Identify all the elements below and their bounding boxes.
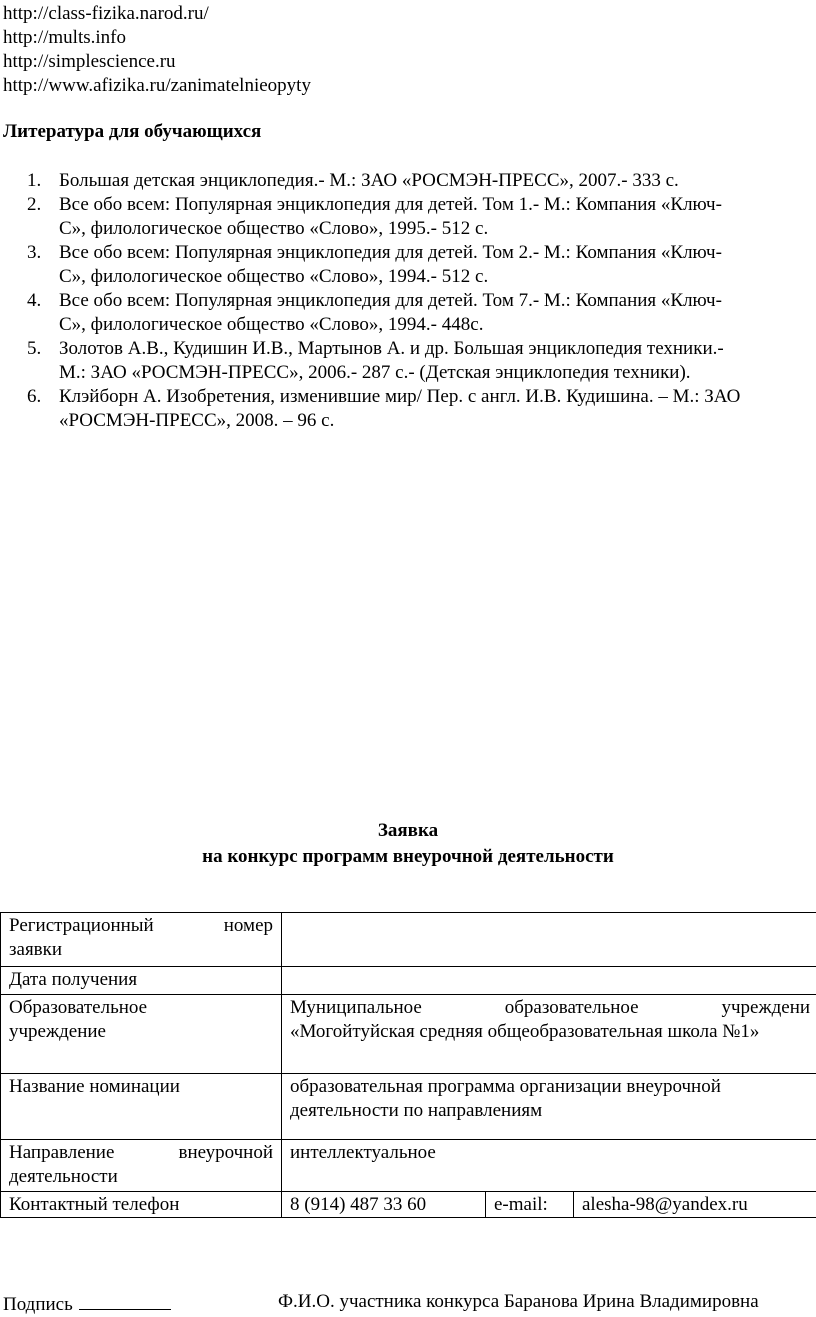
literature-item-text: Клэйборн А. Изобретения, изменившие мир/ Пер. с англ. И.В. Кудишина. – М.: ЗАО «РОСМЭН-ПРЕСС», 2008. – 96 с.: [59, 385, 816, 433]
contact-phone-label: Контактный телефон: [1, 1192, 282, 1218]
participant-name: Ф.И.О. участника конкурса Баранова Ирина Владимировна: [278, 1290, 759, 1314]
contact-phone-value: 8 (914) 487 33 60: [282, 1192, 486, 1218]
activity-direction-value: интеллектуальное: [282, 1140, 816, 1192]
literature-item-number: 6.: [27, 385, 41, 409]
literature-item: [0, 193, 816, 241]
literature-item: [0, 337, 816, 385]
literature-heading: Литература для обучающихся: [3, 120, 261, 144]
resource-link[interactable]: http://simplescience.ru: [3, 50, 311, 74]
table-row: [1, 913, 816, 967]
resource-link[interactable]: http://class-fizika.narod.ru/: [3, 2, 311, 26]
literature-item-text: Все обо всем: Популярная энциклопедия для детей. Том 1.- М.: Компания «Ключ- С», филологическое общество «Слово», 1995.- 512 с.: [59, 193, 816, 241]
resource-links: [3, 2, 311, 98]
literature-item-text: Все обо всем: Популярная энциклопедия для детей. Том 7.- М.: Компания «Ключ- С», филологическое общество «Слово», 1994.- 448с.: [59, 289, 816, 337]
literature-item: [0, 169, 816, 193]
activity-direction-label: Направление внеурочной деятельности: [1, 1140, 282, 1192]
nomination-label: Название номинации: [1, 1074, 282, 1140]
literature-item-text: Большая детская энциклопедия.- М.: ЗАО «РОСМЭН-ПРЕСС», 2007.- 333 с.: [59, 169, 816, 193]
table-row: [1, 967, 816, 995]
literature-item-number: 3.: [27, 241, 41, 265]
signature-line[interactable]: [79, 1290, 171, 1310]
resource-link[interactable]: http://mults.info: [3, 26, 311, 50]
literature-item-number: 5.: [27, 337, 41, 361]
table-row: [1, 1074, 816, 1140]
signature-field: [3, 1290, 171, 1317]
literature-item-number: 4.: [27, 289, 41, 313]
literature-item: [0, 289, 816, 337]
literature-item-text: Все обо всем: Популярная энциклопедия для детей. Том 2.- М.: Компания «Ключ- С», филологическое общество «Слово», 1994.- 512 с.: [59, 241, 816, 289]
application-table: [0, 912, 816, 1218]
nomination-value: образовательная программа организации внеурочной деятельности по направлениям: [282, 1074, 816, 1140]
literature-list: [0, 169, 816, 433]
signature-label: Подпись: [3, 1294, 73, 1315]
application-subtitle-line: на конкурс программ внеурочной деятельности: [0, 845, 816, 871]
application-title-line: Заявка: [0, 819, 816, 845]
registration-number-value[interactable]: [282, 913, 816, 967]
application-title: [0, 819, 816, 871]
receipt-date-label: Дата получения: [1, 967, 282, 995]
resource-link[interactable]: http://www.afizika.ru/zanimatelnieopyty: [3, 74, 311, 98]
literature-item: [0, 385, 816, 433]
table-row: [1, 995, 816, 1074]
email-value: alesha-98@yandex.ru: [574, 1192, 816, 1218]
institution-label: Образовательное учреждение: [1, 995, 282, 1074]
table-row: [1, 1192, 816, 1218]
institution-value: Муниципальное образовательное учреждени «Могойтуйская средняя общеобразовательная школа №1»: [282, 995, 816, 1074]
literature-item-number: 2.: [27, 193, 41, 217]
registration-number-label: Регистрационный номер заявки: [1, 913, 282, 967]
receipt-date-value[interactable]: [282, 967, 816, 995]
table-row: [1, 1140, 816, 1192]
literature-item-number: 1.: [27, 169, 41, 193]
literature-item-text: Золотов А.В., Кудишин И.В., Мартынов А. и др. Большая энциклопедия техники.- М.: ЗАО «РОСМЭН-ПРЕСС», 2006.- 287 с.- (Детская энциклопедия техники).: [59, 337, 816, 385]
literature-item: [0, 241, 816, 289]
email-label: e-mail:: [486, 1192, 574, 1218]
